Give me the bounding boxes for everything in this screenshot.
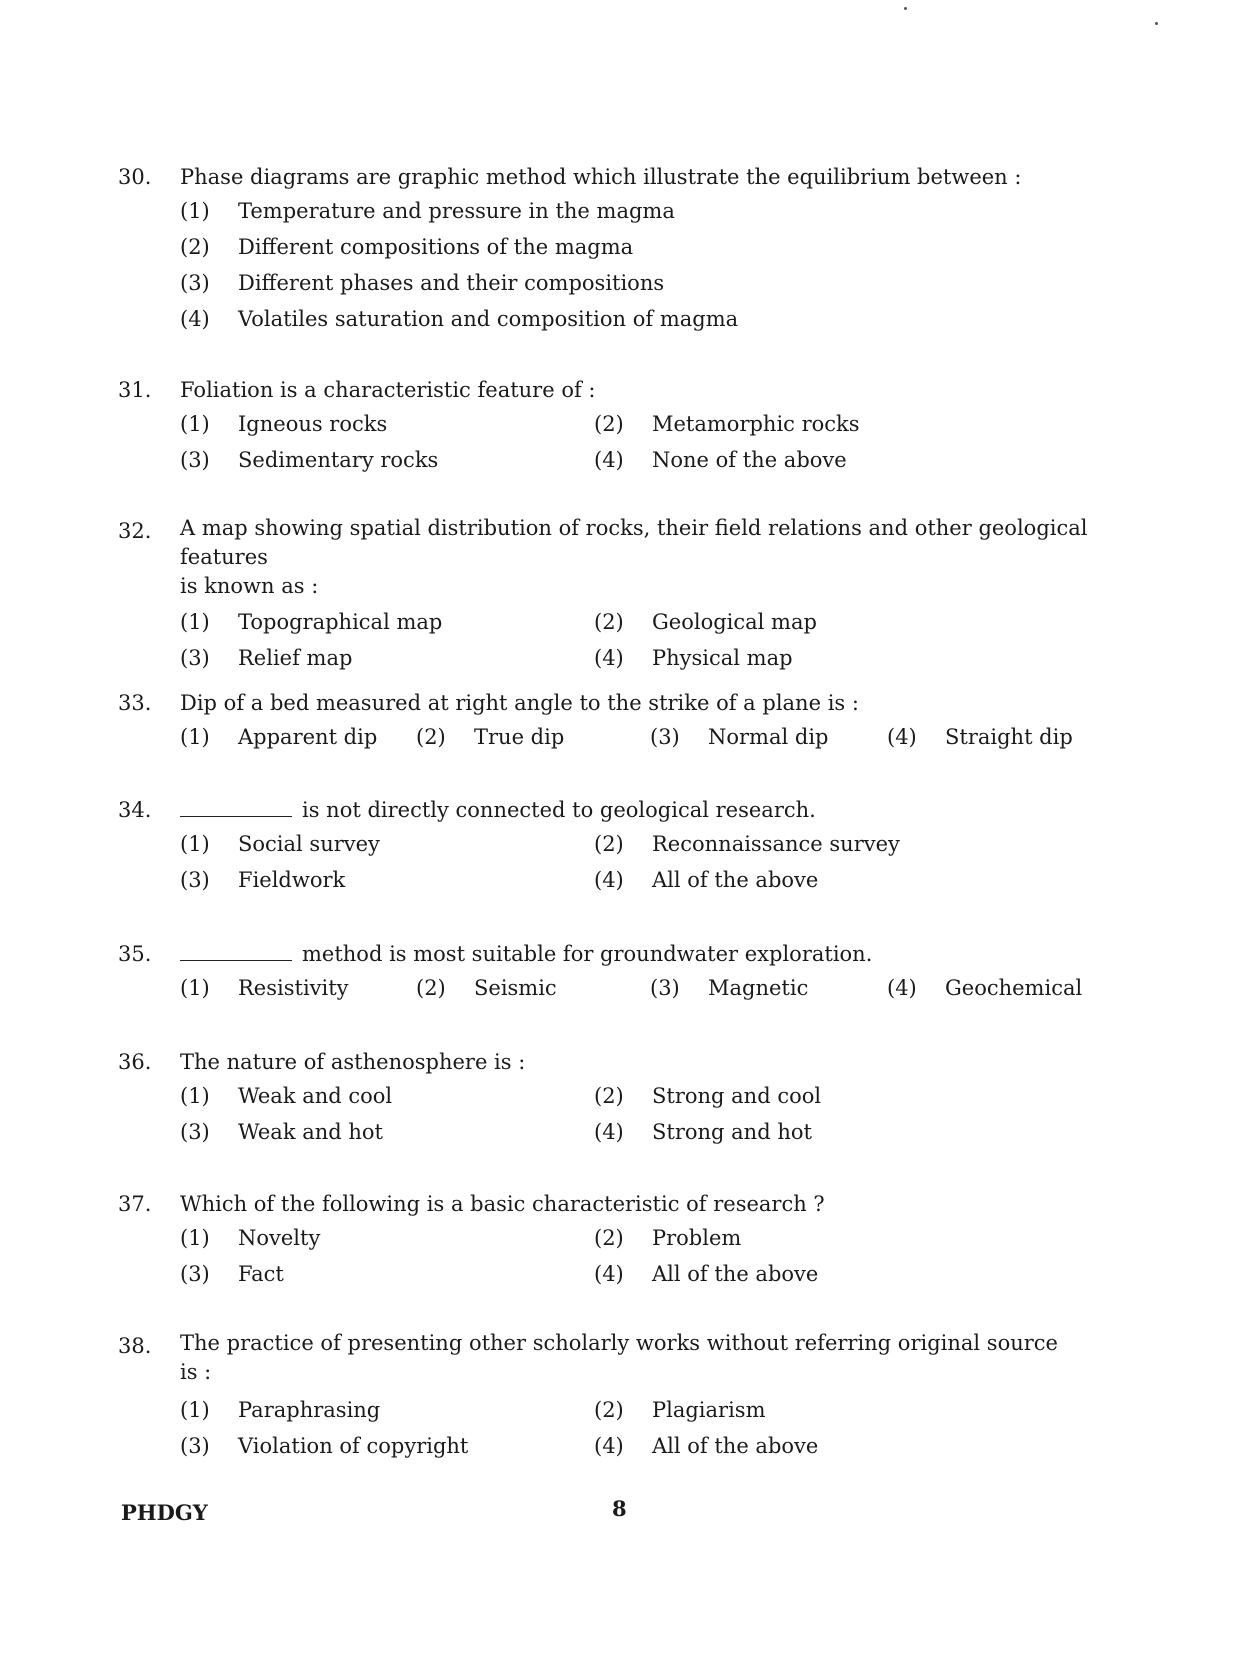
question-number: 33. bbox=[118, 691, 152, 715]
question-text: Dip of a bed measured at right angle to the strike of a plane is : bbox=[180, 691, 859, 715]
question-37 bbox=[118, 1187, 1128, 1293]
question-33 bbox=[118, 686, 1128, 756]
question-36 bbox=[118, 1045, 1128, 1151]
option[interactable]: (4) All of the above bbox=[594, 1434, 819, 1458]
question-number: 36. bbox=[118, 1050, 152, 1074]
question-number: 31. bbox=[118, 378, 152, 402]
option[interactable]: (2) True dip bbox=[416, 725, 565, 749]
question-30 bbox=[118, 160, 1128, 338]
question-text: Foliation is a characteristic feature of : bbox=[180, 378, 596, 402]
question-35 bbox=[118, 937, 1128, 1007]
option[interactable]: (3) Weak and hot bbox=[180, 1120, 383, 1144]
option[interactable]: (1) Social survey bbox=[180, 832, 380, 856]
option[interactable]: (1) Weak and cool bbox=[180, 1084, 393, 1108]
question-text: A map showing spatial distribution of rocks, their field relations and other geological features is known as : bbox=[180, 516, 1088, 598]
option[interactable]: (1) Paraphrasing bbox=[180, 1398, 381, 1422]
question-text: Phase diagrams are graphic method which illustrate the equilibrium between : bbox=[180, 165, 1022, 189]
options-grid bbox=[180, 407, 1128, 479]
question-text: The practice of presenting other scholarly works without referring original source is : bbox=[180, 1331, 1058, 1384]
question-number: 37. bbox=[118, 1192, 152, 1216]
option[interactable]: (4) Physical map bbox=[594, 646, 793, 670]
option[interactable]: (1) Novelty bbox=[180, 1226, 321, 1250]
option[interactable]: (2) Reconnaissance survey bbox=[594, 832, 900, 856]
option[interactable]: (3) Violation of copyright bbox=[180, 1434, 469, 1458]
question-31 bbox=[118, 373, 1128, 479]
option[interactable]: (4) All of the above bbox=[594, 868, 819, 892]
option[interactable]: (4) None of the above bbox=[594, 448, 847, 472]
question-text: method is most suitable for groundwater exploration. bbox=[180, 937, 1128, 971]
option[interactable]: (3) Fact bbox=[180, 1262, 284, 1286]
option[interactable]: (3) Relief map bbox=[180, 646, 353, 670]
question-number: 38. bbox=[118, 1334, 152, 1358]
options-row bbox=[180, 971, 1128, 1007]
option[interactable]: (4) Geochemical bbox=[887, 976, 1083, 1000]
option[interactable]: (1) Igneous rocks bbox=[180, 412, 388, 436]
option[interactable]: (2) Plagiarism bbox=[594, 1398, 766, 1422]
options-grid bbox=[180, 1393, 1128, 1465]
question-text: The nature of asthenosphere is : bbox=[180, 1050, 526, 1074]
exam-code: PHDGY bbox=[121, 1500, 208, 1525]
options-row bbox=[180, 720, 1128, 756]
question-number: 30. bbox=[118, 165, 152, 189]
scan-speck bbox=[1155, 22, 1158, 25]
question-number: 32. bbox=[118, 519, 152, 543]
question-text: is not directly connected to geological research. bbox=[180, 793, 1128, 827]
scan-speck bbox=[904, 7, 907, 10]
option[interactable]: (2) Problem bbox=[594, 1226, 742, 1250]
option[interactable]: (3) Magnetic bbox=[650, 976, 809, 1000]
option[interactable]: (4) Volatiles saturation and composition of magma bbox=[180, 307, 739, 331]
answer-blank bbox=[180, 796, 292, 817]
options-list bbox=[180, 194, 1128, 338]
option[interactable]: (4) Strong and hot bbox=[594, 1120, 812, 1144]
question-38 bbox=[118, 1329, 1128, 1465]
option[interactable]: (3) Sedimentary rocks bbox=[180, 448, 439, 472]
option[interactable]: (3) Normal dip bbox=[650, 725, 829, 749]
option[interactable]: (4) All of the above bbox=[594, 1262, 819, 1286]
option[interactable]: (4) Straight dip bbox=[887, 725, 1073, 749]
question-34 bbox=[118, 793, 1128, 899]
option[interactable]: (1) Apparent dip bbox=[180, 725, 378, 749]
option[interactable]: (2) Metamorphic rocks bbox=[594, 412, 860, 436]
options-grid bbox=[180, 605, 1128, 677]
options-grid bbox=[180, 1221, 1128, 1293]
answer-blank bbox=[180, 940, 292, 961]
options-grid bbox=[180, 1079, 1128, 1151]
option[interactable]: (2) Different compositions of the magma bbox=[180, 235, 634, 259]
option[interactable]: (1) Temperature and pressure in the magma bbox=[180, 199, 675, 223]
option[interactable]: (2) Strong and cool bbox=[594, 1084, 822, 1108]
option[interactable]: (3) Different phases and their compositions bbox=[180, 271, 665, 295]
option[interactable]: (1) Topographical map bbox=[180, 610, 443, 634]
question-number: 35. bbox=[118, 942, 152, 966]
option[interactable]: (1) Resistivity bbox=[180, 976, 349, 1000]
options-grid bbox=[180, 827, 1128, 899]
option[interactable]: (2) Seismic bbox=[416, 976, 557, 1000]
question-text: Which of the following is a basic characteristic of research ? bbox=[180, 1192, 825, 1216]
option[interactable]: (3) Fieldwork bbox=[180, 868, 346, 892]
question-32 bbox=[118, 514, 1128, 677]
option[interactable]: (2) Geological map bbox=[594, 610, 817, 634]
page-number: 8 bbox=[612, 1496, 627, 1521]
question-number: 34. bbox=[118, 798, 152, 822]
